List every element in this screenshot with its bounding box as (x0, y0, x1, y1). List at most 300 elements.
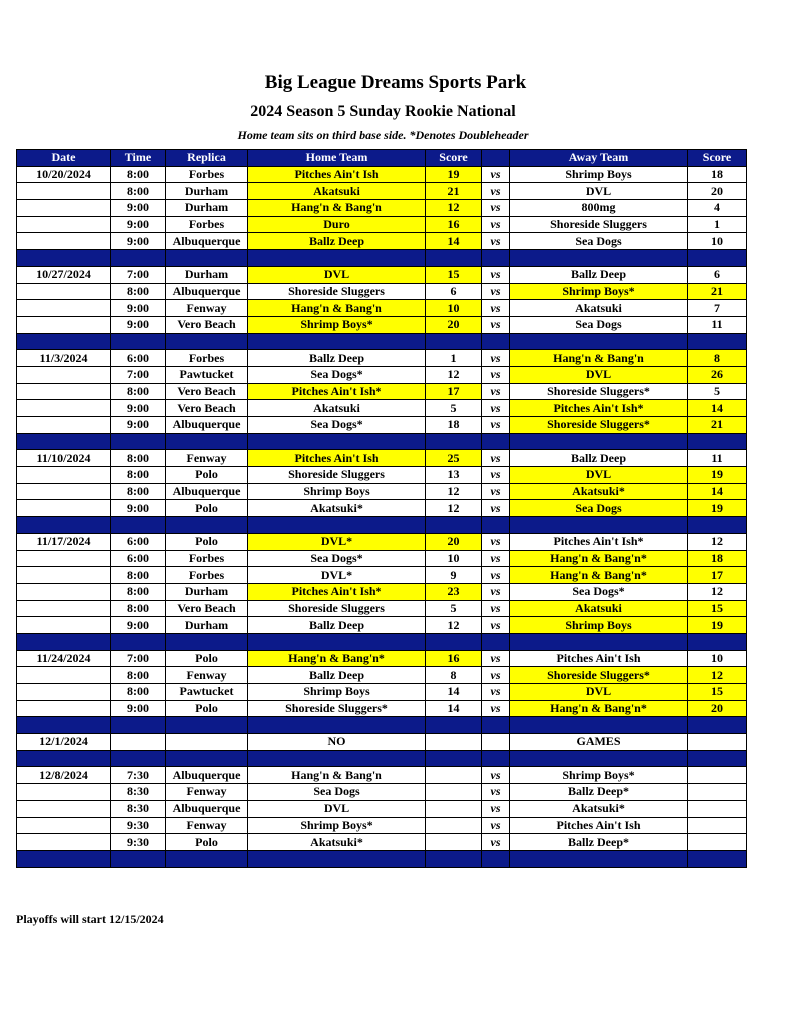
separator-cell (482, 517, 510, 534)
game-time (111, 734, 166, 751)
home-score: 13 (426, 467, 482, 484)
vs-label: vs (482, 400, 510, 417)
home-team: Sea Dogs* (248, 417, 426, 434)
separator-cell (166, 250, 248, 267)
separator-cell (688, 633, 747, 650)
col-header-time: Time (111, 150, 166, 167)
game-replica: Polo (166, 467, 248, 484)
separator-cell (248, 850, 426, 867)
game-row (17, 283, 747, 300)
vs-label: vs (482, 767, 510, 784)
away-team: Shoreside Sluggers* (510, 383, 688, 400)
separator-cell (166, 433, 248, 450)
game-date (17, 600, 111, 617)
game-time: 9:00 (111, 216, 166, 233)
game-row (17, 200, 747, 217)
away-score: 1 (688, 216, 747, 233)
away-team: Shoreside Sluggers* (510, 667, 688, 684)
separator-cell (111, 433, 166, 450)
vs-label: vs (482, 200, 510, 217)
home-score (426, 800, 482, 817)
game-replica: Vero Beach (166, 600, 248, 617)
separator-cell (482, 250, 510, 267)
separator-cell (248, 333, 426, 350)
separator-cell (17, 717, 111, 734)
game-replica: Albuquerque (166, 283, 248, 300)
home-score: 21 (426, 183, 482, 200)
home-team: Shrimp Boys (248, 483, 426, 500)
col-header-replica: Replica (166, 150, 248, 167)
home-score: 12 (426, 200, 482, 217)
away-score (688, 767, 747, 784)
game-replica: Albuquerque (166, 483, 248, 500)
game-replica (166, 734, 248, 751)
game-time: 8:00 (111, 667, 166, 684)
vs-label: vs (482, 350, 510, 367)
vs-label: vs (482, 684, 510, 701)
game-date (17, 216, 111, 233)
home-score (426, 834, 482, 851)
game-date (17, 183, 111, 200)
game-time: 9:00 (111, 200, 166, 217)
game-date: 12/8/2024 (17, 767, 111, 784)
game-row (17, 550, 747, 567)
game-time: 7:00 (111, 366, 166, 383)
home-score: 14 (426, 700, 482, 717)
home-score: 18 (426, 417, 482, 434)
away-score: 8 (688, 350, 747, 367)
game-replica: Durham (166, 183, 248, 200)
away-team: Ballz Deep* (510, 784, 688, 801)
game-replica: Forbes (166, 166, 248, 183)
game-replica: Fenway (166, 784, 248, 801)
separator-cell (688, 333, 747, 350)
away-score: 19 (688, 467, 747, 484)
separator-cell (510, 633, 688, 650)
home-team: DVL* (248, 533, 426, 550)
home-team: Ballz Deep (248, 667, 426, 684)
game-row (17, 500, 747, 517)
away-team: Akatsuki* (510, 800, 688, 817)
home-score: 12 (426, 483, 482, 500)
home-team: Shrimp Boys* (248, 817, 426, 834)
game-date: 10/20/2024 (17, 166, 111, 183)
away-score: 10 (688, 233, 747, 250)
game-row (17, 684, 747, 701)
home-team: DVL* (248, 567, 426, 584)
away-score: 10 (688, 650, 747, 667)
game-row (17, 417, 747, 434)
separator-cell (482, 433, 510, 450)
separator-cell (688, 433, 747, 450)
away-score (688, 734, 747, 751)
game-time: 9:30 (111, 817, 166, 834)
home-team: Akatsuki* (248, 500, 426, 517)
game-date (17, 417, 111, 434)
game-date (17, 817, 111, 834)
game-row (17, 400, 747, 417)
game-row (17, 366, 747, 383)
separator-cell (17, 333, 111, 350)
away-score: 12 (688, 667, 747, 684)
game-date (17, 684, 111, 701)
vs-label: vs (482, 166, 510, 183)
home-team: Sea Dogs (248, 784, 426, 801)
game-time: 8:00 (111, 283, 166, 300)
separator-cell (426, 433, 482, 450)
away-team: Sea Dogs* (510, 583, 688, 600)
game-time: 8:30 (111, 800, 166, 817)
separator-cell (510, 333, 688, 350)
game-replica: Polo (166, 533, 248, 550)
week-separator (17, 250, 747, 267)
away-score: 18 (688, 166, 747, 183)
game-replica: Albuquerque (166, 767, 248, 784)
col-header-home-score: Score (426, 150, 482, 167)
game-date: 12/1/2024 (17, 734, 111, 751)
game-date (17, 316, 111, 333)
game-row (17, 350, 747, 367)
game-date (17, 700, 111, 717)
game-row (17, 700, 747, 717)
game-row (17, 266, 747, 283)
game-replica: Albuquerque (166, 233, 248, 250)
home-score: 23 (426, 583, 482, 600)
vs-label: vs (482, 567, 510, 584)
home-team: NO (248, 734, 426, 751)
separator-cell (248, 517, 426, 534)
game-row (17, 650, 747, 667)
away-team: GAMES (510, 734, 688, 751)
vs-label: vs (482, 667, 510, 684)
away-team: Akatsuki* (510, 483, 688, 500)
home-team: Pitches Ain't Ish* (248, 583, 426, 600)
home-team: Ballz Deep (248, 233, 426, 250)
game-row (17, 834, 747, 851)
game-time: 8:00 (111, 600, 166, 617)
separator-cell (17, 633, 111, 650)
game-date (17, 283, 111, 300)
home-score: 12 (426, 366, 482, 383)
game-replica: Pawtucket (166, 366, 248, 383)
separator-cell (426, 750, 482, 767)
home-team: Sea Dogs* (248, 550, 426, 567)
game-date (17, 834, 111, 851)
game-row (17, 483, 747, 500)
home-team: Sea Dogs* (248, 366, 426, 383)
game-replica: Durham (166, 266, 248, 283)
vs-label: vs (482, 700, 510, 717)
game-time: 9:00 (111, 233, 166, 250)
away-score: 19 (688, 500, 747, 517)
home-team: Hang'n & Bang'n (248, 200, 426, 217)
away-score: 18 (688, 550, 747, 567)
header-row (17, 150, 747, 167)
away-score: 20 (688, 700, 747, 717)
away-team: DVL (510, 467, 688, 484)
schedule-body (17, 166, 747, 867)
away-score (688, 834, 747, 851)
page-subtitle: 2024 Season 5 Sunday Rookie National (250, 103, 516, 120)
home-team: Shoreside Sluggers (248, 600, 426, 617)
separator-cell (426, 850, 482, 867)
game-replica: Durham (166, 583, 248, 600)
vs-label: vs (482, 600, 510, 617)
home-score: 20 (426, 316, 482, 333)
away-score: 15 (688, 684, 747, 701)
home-team: Pitches Ain't Ish (248, 450, 426, 467)
week-separator (17, 433, 747, 450)
separator-cell (482, 333, 510, 350)
vs-label: vs (482, 483, 510, 500)
separator-cell (17, 517, 111, 534)
game-replica: Forbes (166, 216, 248, 233)
separator-cell (510, 717, 688, 734)
away-score (688, 800, 747, 817)
game-time: 8:00 (111, 567, 166, 584)
separator-cell (510, 433, 688, 450)
page-title: Big League Dreams Sports Park (264, 72, 527, 93)
game-date: 11/10/2024 (17, 450, 111, 467)
vs-label: vs (482, 216, 510, 233)
vs-label: vs (482, 233, 510, 250)
vs-label: vs (482, 583, 510, 600)
home-score (426, 734, 482, 751)
away-score: 14 (688, 483, 747, 500)
separator-cell (688, 750, 747, 767)
home-team: Ballz Deep (248, 350, 426, 367)
col-header-date: Date (17, 150, 111, 167)
away-team: Pitches Ain't Ish* (510, 533, 688, 550)
separator-cell (426, 633, 482, 650)
game-replica: Durham (166, 617, 248, 634)
game-row (17, 567, 747, 584)
home-score: 14 (426, 684, 482, 701)
away-score: 17 (688, 567, 747, 584)
game-replica: Forbes (166, 550, 248, 567)
home-score: 1 (426, 350, 482, 367)
week-separator (17, 517, 747, 534)
separator-cell (510, 750, 688, 767)
away-score: 11 (688, 450, 747, 467)
game-row (17, 450, 747, 467)
home-score: 16 (426, 216, 482, 233)
separator-cell (111, 517, 166, 534)
separator-cell (17, 250, 111, 267)
separator-cell (482, 717, 510, 734)
separator-cell (688, 250, 747, 267)
vs-label (482, 734, 510, 751)
away-team: Akatsuki (510, 600, 688, 617)
game-row (17, 233, 747, 250)
separator-cell (111, 633, 166, 650)
game-date: 11/3/2024 (17, 350, 111, 367)
game-time: 9:00 (111, 417, 166, 434)
schedule-table (16, 149, 747, 868)
separator-cell (248, 750, 426, 767)
away-team: Pitches Ain't Ish* (510, 400, 688, 417)
vs-label: vs (482, 533, 510, 550)
away-score: 4 (688, 200, 747, 217)
home-score: 10 (426, 550, 482, 567)
vs-label: vs (482, 366, 510, 383)
game-date (17, 483, 111, 500)
game-time: 7:30 (111, 767, 166, 784)
game-row (17, 817, 747, 834)
away-team: Shrimp Boys* (510, 283, 688, 300)
game-time: 9:00 (111, 300, 166, 317)
col-header-away-team: Away Team (510, 150, 688, 167)
away-team: Ballz Deep (510, 266, 688, 283)
separator-cell (248, 250, 426, 267)
home-team: Pitches Ain't Ish (248, 166, 426, 183)
vs-label: vs (482, 266, 510, 283)
game-date (17, 400, 111, 417)
home-team: Shoreside Sluggers (248, 283, 426, 300)
game-row (17, 300, 747, 317)
game-time: 8:00 (111, 684, 166, 701)
game-row (17, 183, 747, 200)
vs-label: vs (482, 183, 510, 200)
game-row (17, 734, 747, 751)
separator-cell (426, 250, 482, 267)
playoffs-note: Playoffs will start 12/15/2024 (16, 912, 164, 926)
home-team: DVL (248, 800, 426, 817)
game-replica: Fenway (166, 667, 248, 684)
home-score: 10 (426, 300, 482, 317)
home-score: 14 (426, 233, 482, 250)
game-row (17, 800, 747, 817)
vs-label: vs (482, 467, 510, 484)
home-score: 5 (426, 400, 482, 417)
game-time: 7:00 (111, 650, 166, 667)
game-date (17, 366, 111, 383)
separator-cell (111, 750, 166, 767)
week-separator (17, 333, 747, 350)
week-separator (17, 750, 747, 767)
game-replica: Vero Beach (166, 400, 248, 417)
away-team: Akatsuki (510, 300, 688, 317)
home-score: 9 (426, 567, 482, 584)
game-time: 6:00 (111, 533, 166, 550)
separator-cell (482, 633, 510, 650)
game-time: 8:00 (111, 450, 166, 467)
home-team: Akatsuki (248, 400, 426, 417)
home-team: DVL (248, 266, 426, 283)
game-date (17, 383, 111, 400)
away-team: Sea Dogs (510, 316, 688, 333)
home-team: Shrimp Boys (248, 684, 426, 701)
away-score: 14 (688, 400, 747, 417)
home-team: Shoreside Sluggers* (248, 700, 426, 717)
col-header-vs (482, 150, 510, 167)
game-replica: Polo (166, 650, 248, 667)
game-date (17, 784, 111, 801)
home-team: Hang'n & Bang'n (248, 300, 426, 317)
game-row (17, 216, 747, 233)
home-score: 5 (426, 600, 482, 617)
game-time: 9:00 (111, 316, 166, 333)
vs-label: vs (482, 784, 510, 801)
game-replica: Vero Beach (166, 316, 248, 333)
game-date (17, 550, 111, 567)
game-date: 10/27/2024 (17, 266, 111, 283)
away-score (688, 784, 747, 801)
vs-label: vs (482, 834, 510, 851)
game-date (17, 583, 111, 600)
game-date (17, 800, 111, 817)
game-row (17, 784, 747, 801)
away-team: Hang'n & Bang'n* (510, 550, 688, 567)
game-replica: Albuquerque (166, 417, 248, 434)
home-score (426, 817, 482, 834)
game-replica: Fenway (166, 450, 248, 467)
game-time: 8:00 (111, 583, 166, 600)
separator-cell (688, 850, 747, 867)
game-time: 9:30 (111, 834, 166, 851)
game-row (17, 166, 747, 183)
away-score: 12 (688, 533, 747, 550)
game-replica: Durham (166, 200, 248, 217)
game-row (17, 667, 747, 684)
home-score: 8 (426, 667, 482, 684)
separator-cell (482, 750, 510, 767)
away-team: Hang'n & Bang'n (510, 350, 688, 367)
game-date (17, 667, 111, 684)
separator-cell (166, 850, 248, 867)
separator-cell (510, 517, 688, 534)
away-score: 12 (688, 583, 747, 600)
vs-label: vs (482, 383, 510, 400)
game-row (17, 617, 747, 634)
game-date (17, 200, 111, 217)
vs-label: vs (482, 283, 510, 300)
game-row (17, 600, 747, 617)
separator-cell (510, 850, 688, 867)
home-score: 17 (426, 383, 482, 400)
home-team: Duro (248, 216, 426, 233)
vs-label: vs (482, 800, 510, 817)
game-replica: Pawtucket (166, 684, 248, 701)
away-score: 5 (688, 383, 747, 400)
game-replica: Polo (166, 500, 248, 517)
game-date (17, 617, 111, 634)
away-score: 26 (688, 366, 747, 383)
home-score: 25 (426, 450, 482, 467)
away-score: 21 (688, 283, 747, 300)
home-team: Pitches Ain't Ish* (248, 383, 426, 400)
game-time: 8:00 (111, 467, 166, 484)
away-team: Shoreside Sluggers (510, 216, 688, 233)
away-team: Hang'n & Bang'n* (510, 700, 688, 717)
home-team: Akatsuki (248, 183, 426, 200)
away-team: Shrimp Boys* (510, 767, 688, 784)
game-replica: Polo (166, 834, 248, 851)
home-score: 15 (426, 266, 482, 283)
game-time: 9:00 (111, 617, 166, 634)
game-time: 8:00 (111, 183, 166, 200)
separator-cell (248, 717, 426, 734)
week-separator (17, 717, 747, 734)
separator-cell (111, 717, 166, 734)
away-score (688, 817, 747, 834)
home-team: Shoreside Sluggers (248, 467, 426, 484)
game-time: 8:00 (111, 383, 166, 400)
away-team: Ballz Deep* (510, 834, 688, 851)
game-date: 11/17/2024 (17, 533, 111, 550)
vs-label: vs (482, 316, 510, 333)
game-time: 7:00 (111, 266, 166, 283)
